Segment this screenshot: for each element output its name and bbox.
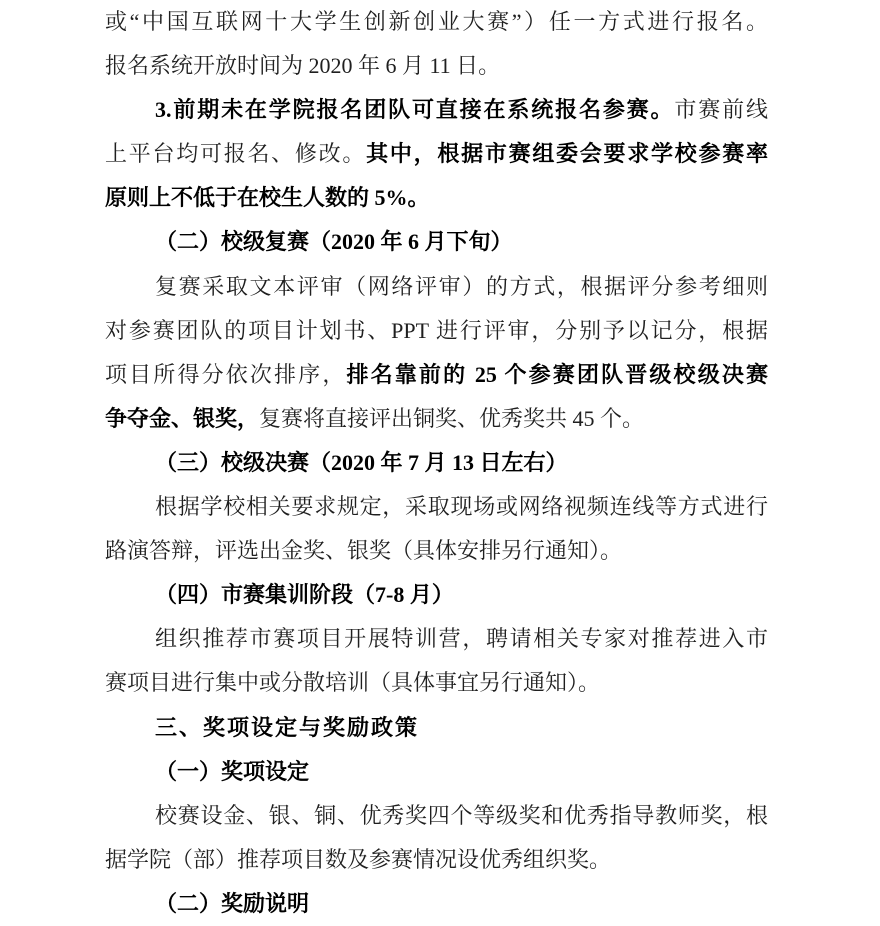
heading-city-training <box>105 573 768 617</box>
heading-school-semifinal-run-0: （二）校级复赛（2020 年 6 月下旬） <box>155 229 513 255</box>
heading-award-notes <box>105 882 768 926</box>
para-semifinal-line4-run-0: 争夺金、银奖， <box>105 405 260 431</box>
para-semifinal-line2-run-0: 对参赛团队的项目计划书、PPT 进行评审，分别予以记分，根据 <box>105 317 768 343</box>
para-award-setting-line1 <box>105 794 768 838</box>
heading-school-semifinal <box>105 220 768 264</box>
heading-award-setting-run-0: （一）奖项设定 <box>155 758 310 784</box>
para-semifinal-line2 <box>105 309 768 353</box>
para-final-line1 <box>105 485 768 529</box>
para-semifinal-line1 <box>105 265 768 309</box>
para-award-setting-line1-run-0: 校赛设金、银、铜、优秀奖四个等级奖和优秀指导教师奖，根 <box>155 802 768 828</box>
para-training-line2-run-0: 赛项目进行集中或分散培训（具体事宜另行通知）。 <box>105 670 601 696</box>
heading-city-training-run-0: （四）市赛集训阶段（7-8 月） <box>155 582 454 608</box>
para-direct-signup-line1-run-1: 市赛前线 <box>674 97 768 123</box>
para-direct-signup-line2-run-0: 上平台均可报名、修改。 <box>105 141 367 167</box>
para-award-setting-line2 <box>105 838 768 882</box>
para-training-line1 <box>105 617 768 661</box>
document-text-block <box>105 0 768 926</box>
para-signup-method-line1 <box>105 0 768 44</box>
heading-awards-section-run-0: 三、奖项设定与奖励政策 <box>155 714 420 740</box>
heading-school-final <box>105 441 768 485</box>
para-award-setting-line2-run-0: 据学院（部）推荐项目数及参赛情况设优秀组织奖。 <box>105 846 612 872</box>
para-direct-signup-line3 <box>105 176 768 220</box>
para-semifinal-line4-run-1: 复赛将直接评出铜奖、优秀奖共 45 个。 <box>259 405 645 431</box>
para-direct-signup-line1-run-0: 3.前期未在学院报名团队可直接在系统报名参赛。 <box>155 97 675 123</box>
para-signup-method-line1-run-0: 或“中国互联网十大学生创新创业大赛”）任一方式进行报名。 <box>105 9 768 34</box>
para-training-line1-run-0: 组织推荐市赛项目开展特训营，聘请相关专家对推荐进入市 <box>155 626 768 652</box>
para-semifinal-line3-run-1: 排名靠前的 25 个参赛团队晋级校级决赛 <box>346 361 768 387</box>
para-final-line2-run-0: 路演答辩，评选出金奖、银奖（具体安排另行通知）。 <box>105 538 623 564</box>
para-semifinal-line4 <box>105 397 768 441</box>
heading-awards-section <box>105 706 768 750</box>
para-final-line1-run-0: 根据学校相关要求规定，采取现场或网络视频连线等方式进行 <box>155 494 768 520</box>
para-direct-signup-line3-run-0: 原则上不低于在校生人数的 5%。 <box>105 185 430 211</box>
para-direct-signup-line1 <box>105 88 768 132</box>
para-training-line2 <box>105 661 768 705</box>
para-signup-method-line2 <box>105 44 768 88</box>
para-direct-signup-line2-run-1: 其中，根据市赛组委会要求学校参赛率 <box>366 141 768 167</box>
para-semifinal-line3 <box>105 353 768 397</box>
para-semifinal-line3-run-0: 项目所得分依次排序， <box>105 361 347 387</box>
heading-award-setting <box>105 750 768 794</box>
para-direct-signup-line2 <box>105 132 768 176</box>
para-signup-method-line2-run-0: 报名系统开放时间为 2020 年 6 月 11 日。 <box>105 53 501 79</box>
heading-award-notes-run-0: （二）奖励说明 <box>155 890 310 916</box>
para-final-line2 <box>105 529 768 573</box>
para-semifinal-line1-run-0: 复赛采取文本评审（网络评审）的方式，根据评分参考细则 <box>155 273 768 299</box>
heading-school-final-run-0: （三）校级决赛（2020 年 7 月 13 日左右） <box>155 449 568 475</box>
